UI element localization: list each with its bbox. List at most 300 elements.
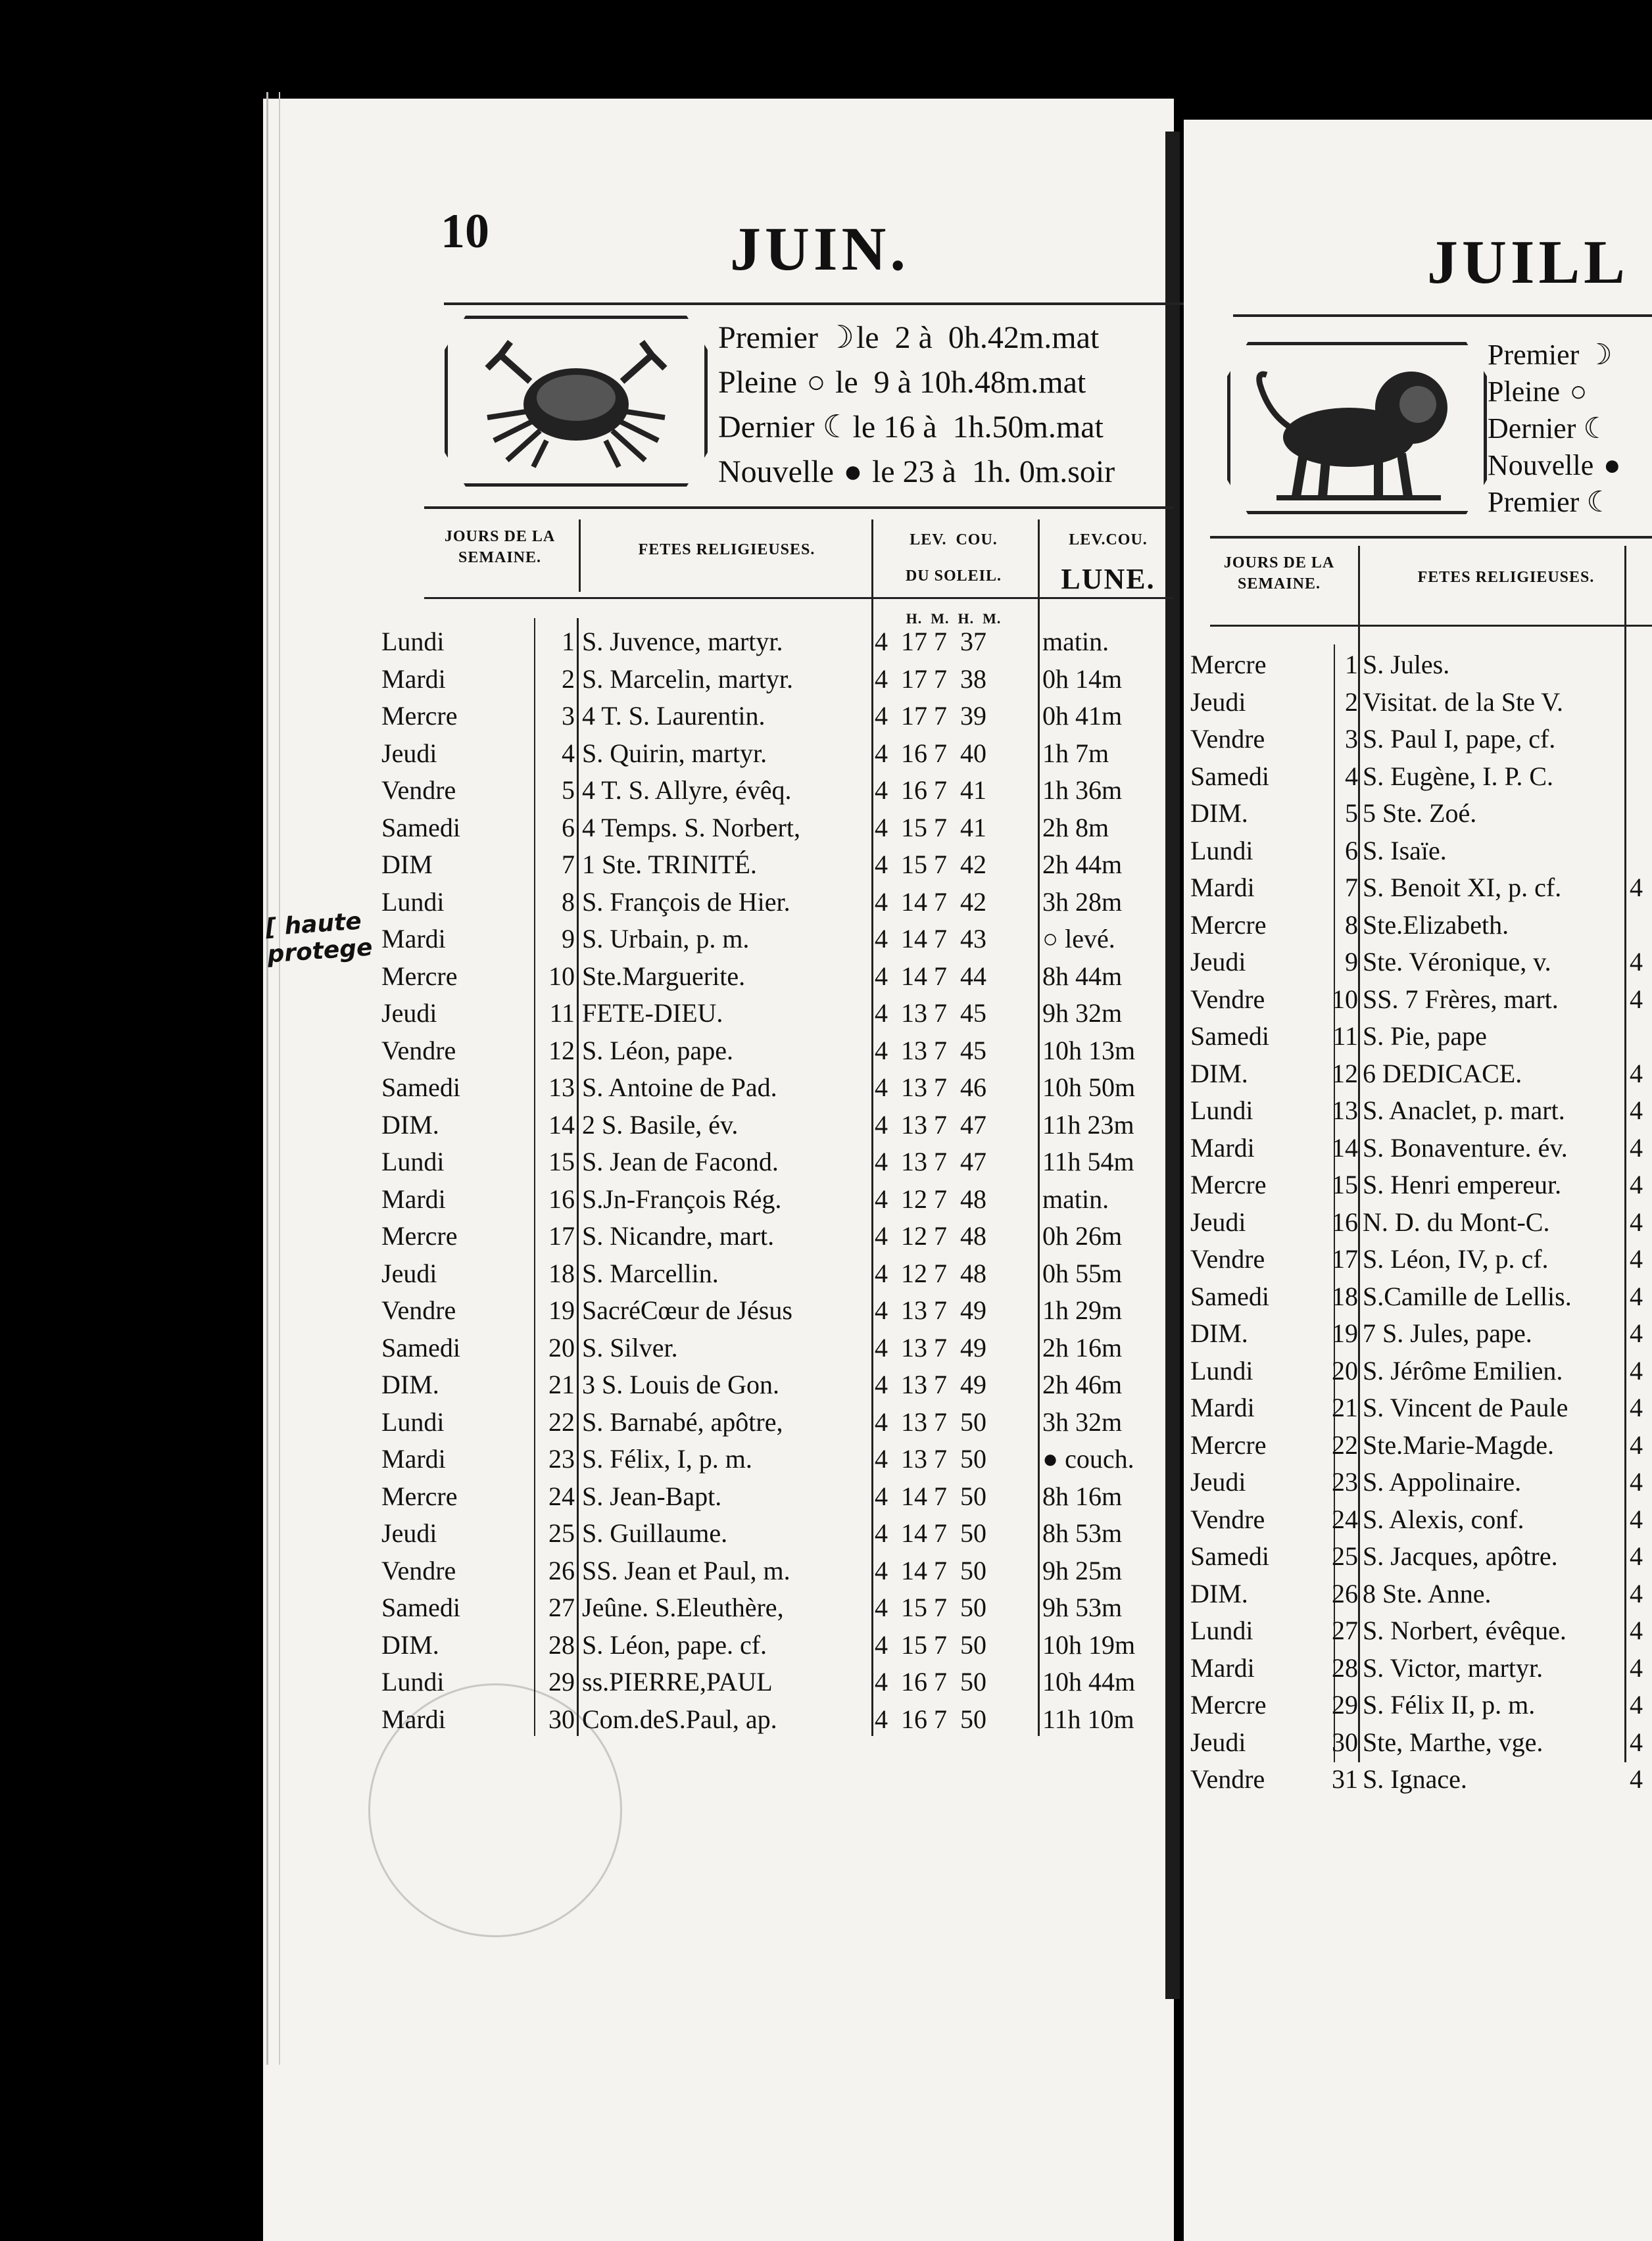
phase-row xyxy=(718,360,1115,405)
day-number: 25 xyxy=(548,1518,575,1548)
feast-name: 1 Ste. TRINITÉ. xyxy=(582,850,757,879)
table-row xyxy=(1190,1688,1652,1725)
day-number: 9 xyxy=(1345,947,1358,976)
feast-name: 2 S. Basile, év. xyxy=(582,1109,739,1140)
feast-name: S. Silver. xyxy=(582,1332,678,1362)
sun-time-partial: 4 xyxy=(1630,1616,1643,1645)
weekday: Lundi xyxy=(1190,1096,1253,1125)
day-number: 25 xyxy=(1332,1541,1358,1571)
page-number: 10 xyxy=(441,205,489,258)
table-row xyxy=(1190,1354,1652,1391)
phase-row xyxy=(1488,337,1623,374)
feast-name: S. Isaïe. xyxy=(1363,835,1447,865)
sun-time-partial: 4 xyxy=(1630,1207,1643,1237)
sun-times: 4 13 7 46 xyxy=(875,1072,986,1102)
sun-times: 4 13 7 50 xyxy=(875,1407,986,1437)
col-header-lune-top: LEV.COU. xyxy=(1069,531,1148,548)
sun-time-partial: 4 xyxy=(1630,1504,1643,1534)
day-number: 28 xyxy=(1332,1652,1358,1683)
day-number: 19 xyxy=(1332,1318,1358,1348)
sun-times: 4 17 7 37 xyxy=(875,627,986,656)
phase-row xyxy=(1488,484,1623,521)
table-row xyxy=(1190,982,1652,1020)
col-header-fetes: FETES RELIGIEUSES. xyxy=(638,541,815,558)
moon-time: 8h 16m xyxy=(1042,1481,1123,1511)
weekday: Mercre xyxy=(1190,1430,1267,1460)
weekday: Mercre xyxy=(1190,1170,1267,1199)
feast-name: S. Léon, pape. cf. xyxy=(582,1629,767,1660)
table-row xyxy=(381,885,1171,923)
weekday: Mercre xyxy=(1190,650,1267,679)
lion-icon xyxy=(1230,345,1484,511)
table-row xyxy=(381,736,1171,774)
feast-name: S. Jérôme Emilien. xyxy=(1363,1355,1563,1386)
day-number: 4 xyxy=(562,738,575,768)
table-row xyxy=(1190,1168,1652,1205)
day-number: 1 xyxy=(562,627,575,656)
moon-time: 10h 19m xyxy=(1042,1629,1136,1660)
day-number: 23 xyxy=(1332,1467,1358,1497)
weekday: DIM. xyxy=(381,1109,439,1140)
last-quarter-icon: ☾ xyxy=(822,410,851,445)
day-number: 13 xyxy=(548,1072,575,1102)
sun-times: 4 14 7 50 xyxy=(875,1481,986,1511)
table-top-rule-right xyxy=(1210,536,1652,539)
full-moon-icon: ○ xyxy=(1569,375,1588,408)
weekday: Jeudi xyxy=(1190,947,1246,976)
sun-time-partial: 4 xyxy=(1630,1727,1643,1757)
sun-time-partial: 4 xyxy=(1630,1430,1643,1460)
moon-time: 1h 29m xyxy=(1042,1295,1123,1325)
moon-time: matin. xyxy=(1042,627,1109,656)
phase-row xyxy=(718,405,1115,450)
weekday: Vendre xyxy=(381,1035,456,1065)
sun-times: 4 17 7 38 xyxy=(875,663,986,694)
sun-times: 4 16 7 50 xyxy=(875,1667,986,1697)
header-rule xyxy=(444,302,1184,305)
moon-time: 0h 55m xyxy=(1042,1258,1123,1288)
month-title: JUIN. xyxy=(730,215,910,283)
feast-name: S. Pie, pape xyxy=(1363,1021,1487,1051)
day-number: 8 xyxy=(562,886,575,917)
feast-name: S. Antoine de Pad. xyxy=(582,1072,777,1102)
table-row xyxy=(381,848,1171,885)
table-row xyxy=(1190,834,1652,871)
weekday: Lundi xyxy=(381,627,445,656)
sun-times: 4 13 7 45 xyxy=(875,1035,986,1065)
day-number: 5 xyxy=(1345,798,1358,828)
feast-name: Visitat. de la Ste V. xyxy=(1363,687,1563,717)
feast-name: S. Norbert, évêque. xyxy=(1363,1616,1567,1645)
moon-time: 3h 32m xyxy=(1042,1407,1123,1437)
weekday: Samedi xyxy=(1190,761,1269,791)
weekday: Vendre xyxy=(1190,1504,1265,1534)
table-row xyxy=(1190,1725,1652,1763)
full-moon-icon: ○ xyxy=(806,365,826,400)
feast-name: Ste. Véronique, v. xyxy=(1363,947,1551,976)
sun-times: 4 14 7 50 xyxy=(875,1555,986,1585)
weekday: Mercre xyxy=(381,701,458,731)
weekday: Samedi xyxy=(381,1332,460,1362)
weekday: Samedi xyxy=(1190,1281,1269,1311)
day-number: 11 xyxy=(549,998,575,1028)
moon-time: 10h 44m xyxy=(1042,1667,1136,1697)
weekday: Lundi xyxy=(1190,835,1253,865)
table-row xyxy=(1190,1205,1652,1243)
month-title-right: JUILL xyxy=(1427,228,1629,297)
sun-time-partial: 4 xyxy=(1630,1281,1643,1311)
moon-time: 9h 25m xyxy=(1042,1555,1123,1585)
weekday: Vendre xyxy=(1190,1764,1265,1794)
feast-name: S. Barnabé, apôtre, xyxy=(582,1407,783,1437)
day-number: 16 xyxy=(548,1184,575,1214)
feast-name: 6 DEDICACE. xyxy=(1363,1058,1522,1088)
table-row xyxy=(381,1702,1171,1740)
weekday: Vendre xyxy=(381,775,456,805)
sun-times: 4 15 7 41 xyxy=(875,812,986,842)
table-row xyxy=(381,922,1171,959)
phase-name: Premier xyxy=(1488,486,1580,518)
day-number: 10 xyxy=(548,961,575,991)
weekday: DIM. xyxy=(381,1370,439,1399)
day-number: 24 xyxy=(548,1481,575,1511)
weekday: DIM. xyxy=(1190,798,1248,828)
weekday: DIM. xyxy=(1190,1058,1248,1088)
table-row xyxy=(1190,871,1652,908)
feast-name: S. Victor, martyr. xyxy=(1363,1652,1543,1683)
day-number: 5 xyxy=(562,775,575,805)
table-row xyxy=(1190,648,1652,685)
feast-name: S. Félix, I, p. m. xyxy=(582,1444,752,1474)
moon-time: ○ levé. xyxy=(1042,924,1115,953)
sun-time-partial: 4 xyxy=(1630,1132,1643,1163)
feast-name: S. Jean-Bapt. xyxy=(582,1481,722,1511)
feast-name: S.Jn-François Rég. xyxy=(582,1184,782,1214)
sun-time-partial: 4 xyxy=(1630,873,1643,902)
day-number: 21 xyxy=(548,1370,575,1399)
weekday: Jeudi xyxy=(1190,1727,1246,1757)
day-number: 20 xyxy=(1332,1355,1358,1386)
sun-times: 4 16 7 41 xyxy=(875,775,986,805)
feast-name: Ste, Marthe, vge. xyxy=(1363,1727,1543,1757)
weekday: Mardi xyxy=(1190,873,1255,902)
table-row xyxy=(381,1591,1171,1628)
moon-time: 0h 26m xyxy=(1042,1221,1123,1251)
phase-name: Dernier xyxy=(1488,412,1576,445)
weekday: Samedi xyxy=(1190,1541,1269,1571)
weekday: Jeudi xyxy=(381,738,437,768)
table-row xyxy=(1190,1577,1652,1614)
weekday: DIM. xyxy=(1190,1578,1248,1608)
day-number: 9 xyxy=(562,924,575,953)
moon-time: 3h 28m xyxy=(1042,886,1123,917)
feast-name: S. Vincent de Paule xyxy=(1363,1393,1568,1422)
moon-phases xyxy=(718,316,1115,494)
col-header-soleil-top: LEV. COU. xyxy=(910,531,998,548)
table-row xyxy=(381,996,1171,1034)
feast-name: ss.PIERRE,PAUL xyxy=(582,1667,773,1697)
phase-name: Premier xyxy=(1488,339,1580,371)
moon-time: 11h 23m xyxy=(1042,1109,1134,1140)
moon-time: 2h 16m xyxy=(1042,1332,1123,1362)
sun-time-partial: 4 xyxy=(1630,1096,1643,1125)
weekday: Jeudi xyxy=(1190,1467,1246,1497)
day-number: 30 xyxy=(1332,1727,1358,1757)
table-row xyxy=(1190,1280,1652,1317)
moon-time: 2h 44m xyxy=(1042,850,1123,879)
day-number: 29 xyxy=(1332,1690,1358,1720)
sun-times: 4 13 7 49 xyxy=(875,1370,986,1399)
feast-name: S. Ignace. xyxy=(1363,1764,1467,1794)
feast-name: 8 Ste. Anne. xyxy=(1363,1578,1492,1608)
phase-time: le 16 à 1h.50m.mat xyxy=(852,410,1104,445)
feast-name: Ste.Marie-Magde. xyxy=(1363,1430,1555,1460)
sun-times: 4 13 7 47 xyxy=(875,1109,986,1140)
table-row xyxy=(1190,1465,1652,1503)
table-row xyxy=(381,1293,1171,1331)
weekday: Mardi xyxy=(381,1704,446,1734)
feast-name: SS. Jean et Paul, m. xyxy=(582,1555,790,1585)
feast-name: S. Bonaventure. év. xyxy=(1363,1132,1568,1163)
phase-time: le 2 à 0h.42m.mat xyxy=(856,320,1100,355)
day-number: 16 xyxy=(1332,1207,1358,1237)
table-row xyxy=(1190,1242,1652,1280)
sun-times: 4 16 7 50 xyxy=(875,1704,986,1734)
weekday: Lundi xyxy=(1190,1355,1253,1386)
col-header-hm: H. M. H. M. xyxy=(906,610,1002,627)
day-number: 18 xyxy=(1332,1281,1358,1311)
sun-time-partial: 4 xyxy=(1630,1393,1643,1422)
crab-icon xyxy=(448,319,704,483)
feast-name: S. Jacques, apôtre. xyxy=(1363,1541,1558,1571)
juin-calendar-table xyxy=(381,625,1171,1756)
weekday: Mardi xyxy=(1190,1393,1255,1422)
header-bottom-rule-right xyxy=(1210,625,1652,627)
day-number: 29 xyxy=(548,1667,575,1697)
feast-name: S. Quirin, martyr. xyxy=(582,738,767,768)
weekday: DIM. xyxy=(381,1629,439,1660)
weekday: Mercre xyxy=(381,961,458,991)
weekday: Lundi xyxy=(1190,1616,1253,1645)
sun-time-partial: 4 xyxy=(1630,1058,1643,1088)
weekday: Mardi xyxy=(1190,1132,1255,1163)
phase-row xyxy=(1488,410,1623,447)
day-number: 22 xyxy=(1332,1430,1358,1460)
feast-name: S. Léon, pape. xyxy=(582,1035,733,1065)
feast-name: N. D. du Mont-C. xyxy=(1363,1207,1550,1237)
table-row xyxy=(381,1034,1171,1071)
table-row xyxy=(381,1071,1171,1108)
weekday: Samedi xyxy=(381,812,460,842)
weekday: DIM. xyxy=(1190,1318,1248,1348)
feast-name: 4 T. S. Laurentin. xyxy=(582,701,765,731)
table-row xyxy=(1190,1614,1652,1651)
moon-time: 9h 53m xyxy=(1042,1593,1123,1622)
moon-time: 1h 36m xyxy=(1042,775,1123,805)
phase-name: Nouvelle xyxy=(718,454,834,489)
weekday: Mercre xyxy=(381,1481,458,1511)
day-number: 14 xyxy=(1332,1132,1358,1163)
weekday: Mardi xyxy=(381,1184,446,1214)
day-number: 10 xyxy=(1332,984,1358,1014)
sun-time-partial: 4 xyxy=(1630,1690,1643,1720)
table-row xyxy=(381,1405,1171,1443)
weekday: Vendre xyxy=(381,1555,456,1585)
feast-name: S.Camille de Lellis. xyxy=(1363,1281,1572,1311)
moon-time: matin. xyxy=(1042,1184,1109,1214)
moon-time: 0h 14m xyxy=(1042,663,1123,694)
moon-time: 11h 54m xyxy=(1042,1147,1134,1176)
sun-times: 4 12 7 48 xyxy=(875,1258,986,1288)
weekday: Lundi xyxy=(381,886,445,917)
table-row xyxy=(1190,1316,1652,1354)
day-number: 21 xyxy=(1332,1393,1358,1422)
note-line: protege xyxy=(266,934,374,969)
sun-time-partial: 4 xyxy=(1630,1467,1643,1497)
juillet-calendar-table xyxy=(1190,648,1652,1794)
day-number: 24 xyxy=(1332,1504,1358,1534)
day-number: 17 xyxy=(548,1221,575,1251)
sun-time-partial: 4 xyxy=(1630,1578,1643,1608)
day-number: 31 xyxy=(1332,1764,1358,1794)
feast-name: S. Félix II, p. m. xyxy=(1363,1690,1536,1720)
day-number: 1 xyxy=(1345,650,1358,679)
table-row xyxy=(1190,908,1652,946)
table-row xyxy=(381,1628,1171,1666)
sun-times: 4 14 7 44 xyxy=(875,961,986,991)
feast-name: Ste.Marguerite. xyxy=(582,961,746,991)
table-row xyxy=(381,1257,1171,1294)
header-rule-right xyxy=(1233,314,1652,317)
day-number: 27 xyxy=(548,1593,575,1622)
weekday: Jeudi xyxy=(381,1258,437,1288)
table-row xyxy=(381,1442,1171,1480)
moon-time: 9h 32m xyxy=(1042,998,1123,1028)
moon-time: 10h 50m xyxy=(1042,1072,1136,1102)
col-header-jours-right: JOURS DE LA SEMAINE. xyxy=(1223,554,1335,592)
table-row xyxy=(1190,1391,1652,1428)
day-number: 22 xyxy=(548,1407,575,1437)
first-quarter-icon: ☽ xyxy=(825,320,854,355)
sun-times: 4 17 7 39 xyxy=(875,701,986,731)
table-row xyxy=(381,1480,1171,1517)
feast-name: 3 S. Louis de Gon. xyxy=(582,1370,779,1399)
feast-name: S. Léon, IV, p. cf. xyxy=(1363,1244,1549,1274)
weekday: Mardi xyxy=(381,1444,446,1474)
day-number: 30 xyxy=(548,1704,575,1734)
last-quarter-icon: ☾ xyxy=(1583,412,1609,445)
sun-times: 4 14 7 50 xyxy=(875,1518,986,1548)
phase-time: le 23 à 1h. 0m.soir xyxy=(871,454,1115,489)
table-row xyxy=(381,1145,1171,1182)
sun-times: 4 16 7 40 xyxy=(875,738,986,768)
table-row xyxy=(381,1182,1171,1220)
weekday: Lundi xyxy=(381,1667,445,1697)
table-row xyxy=(381,959,1171,997)
feast-name: 5 Ste. Zoé. xyxy=(1363,798,1477,828)
sun-time-partial: 4 xyxy=(1630,1318,1643,1348)
feast-name: S. Jules. xyxy=(1363,650,1450,679)
feast-name: S. Henri empereur. xyxy=(1363,1170,1562,1199)
moon-time: 10h 13m xyxy=(1042,1035,1136,1065)
sun-times: 4 15 7 50 xyxy=(875,1629,986,1660)
sun-times: 4 12 7 48 xyxy=(875,1221,986,1251)
feast-name: 4 T. S. Allyre, évêq. xyxy=(582,775,792,805)
moon-time: 2h 46m xyxy=(1042,1370,1123,1399)
weekday: Jeudi xyxy=(381,998,437,1028)
feast-name: S. Benoit XI, p. cf. xyxy=(1363,873,1562,902)
table-row xyxy=(1190,1539,1652,1577)
weekday: Jeudi xyxy=(1190,687,1246,717)
day-number: 19 xyxy=(548,1295,575,1325)
day-number: 8 xyxy=(1345,909,1358,940)
weekday: Mercre xyxy=(381,1221,458,1251)
table-row xyxy=(381,1665,1171,1702)
table-row xyxy=(381,662,1171,700)
day-number: 6 xyxy=(562,812,575,842)
page-edge xyxy=(266,92,280,2065)
feast-name: S. François de Hier. xyxy=(582,886,790,917)
day-number: 12 xyxy=(1332,1058,1358,1088)
sun-times: 4 13 7 49 xyxy=(875,1332,986,1362)
table-row xyxy=(381,699,1171,736)
weekday: Mercre xyxy=(1190,1690,1267,1720)
first-quarter-icon: ☽ xyxy=(1586,339,1613,371)
feast-name: SacréCœur de Jésus xyxy=(582,1295,792,1325)
col-header-lune-bottom: LUNE. xyxy=(1061,563,1155,595)
table-row xyxy=(1190,1094,1652,1131)
sun-times: 4 13 7 47 xyxy=(875,1147,986,1176)
day-number: 26 xyxy=(548,1555,575,1585)
last-quarter-icon: ☾ xyxy=(1586,486,1613,518)
table-row xyxy=(1190,759,1652,797)
weekday: Vendre xyxy=(1190,1244,1265,1274)
feast-name: S. Alexis, conf. xyxy=(1363,1504,1524,1534)
moon-time: 0h 41m xyxy=(1042,701,1123,731)
moon-time: 2h 8m xyxy=(1042,812,1109,842)
day-number: 20 xyxy=(548,1332,575,1362)
weekday: Mardi xyxy=(381,663,446,694)
weekday: Jeudi xyxy=(381,1518,437,1548)
table-row xyxy=(1190,1057,1652,1094)
feast-name: S. Paul I, pape, cf. xyxy=(1363,724,1556,754)
phase-time: le 9 à 10h.48m.mat xyxy=(835,365,1086,400)
feast-name: S. Marcelin, martyr. xyxy=(582,663,794,694)
phase-name: Pleine xyxy=(1488,375,1560,408)
feast-name: S. Marcellin. xyxy=(582,1258,719,1288)
weekday: Vendre xyxy=(381,1295,456,1325)
table-row xyxy=(381,811,1171,848)
col-header-fetes-right: FETES RELIGIEUSES. xyxy=(1417,569,1595,586)
feast-name: 4 Temps. S. Norbert, xyxy=(582,812,800,842)
weekday: Samedi xyxy=(381,1072,460,1102)
sun-times: 4 14 7 42 xyxy=(875,886,986,917)
day-number: 13 xyxy=(1332,1096,1358,1125)
day-number: 27 xyxy=(1332,1616,1358,1645)
header-bottom-rule xyxy=(424,597,1174,599)
phase-row xyxy=(1488,374,1623,410)
sun-times: 4 14 7 43 xyxy=(875,924,986,953)
day-number: 6 xyxy=(1345,835,1358,865)
table-row xyxy=(381,1554,1171,1591)
weekday: Mercre xyxy=(1190,909,1267,940)
table-row xyxy=(381,625,1171,662)
sun-time-partial: 4 xyxy=(1630,1652,1643,1683)
moon-time: ● couch. xyxy=(1042,1444,1134,1474)
table-row xyxy=(1190,796,1652,834)
sun-times: 4 15 7 50 xyxy=(875,1593,986,1622)
moon-time: 11h 10m xyxy=(1042,1704,1134,1734)
